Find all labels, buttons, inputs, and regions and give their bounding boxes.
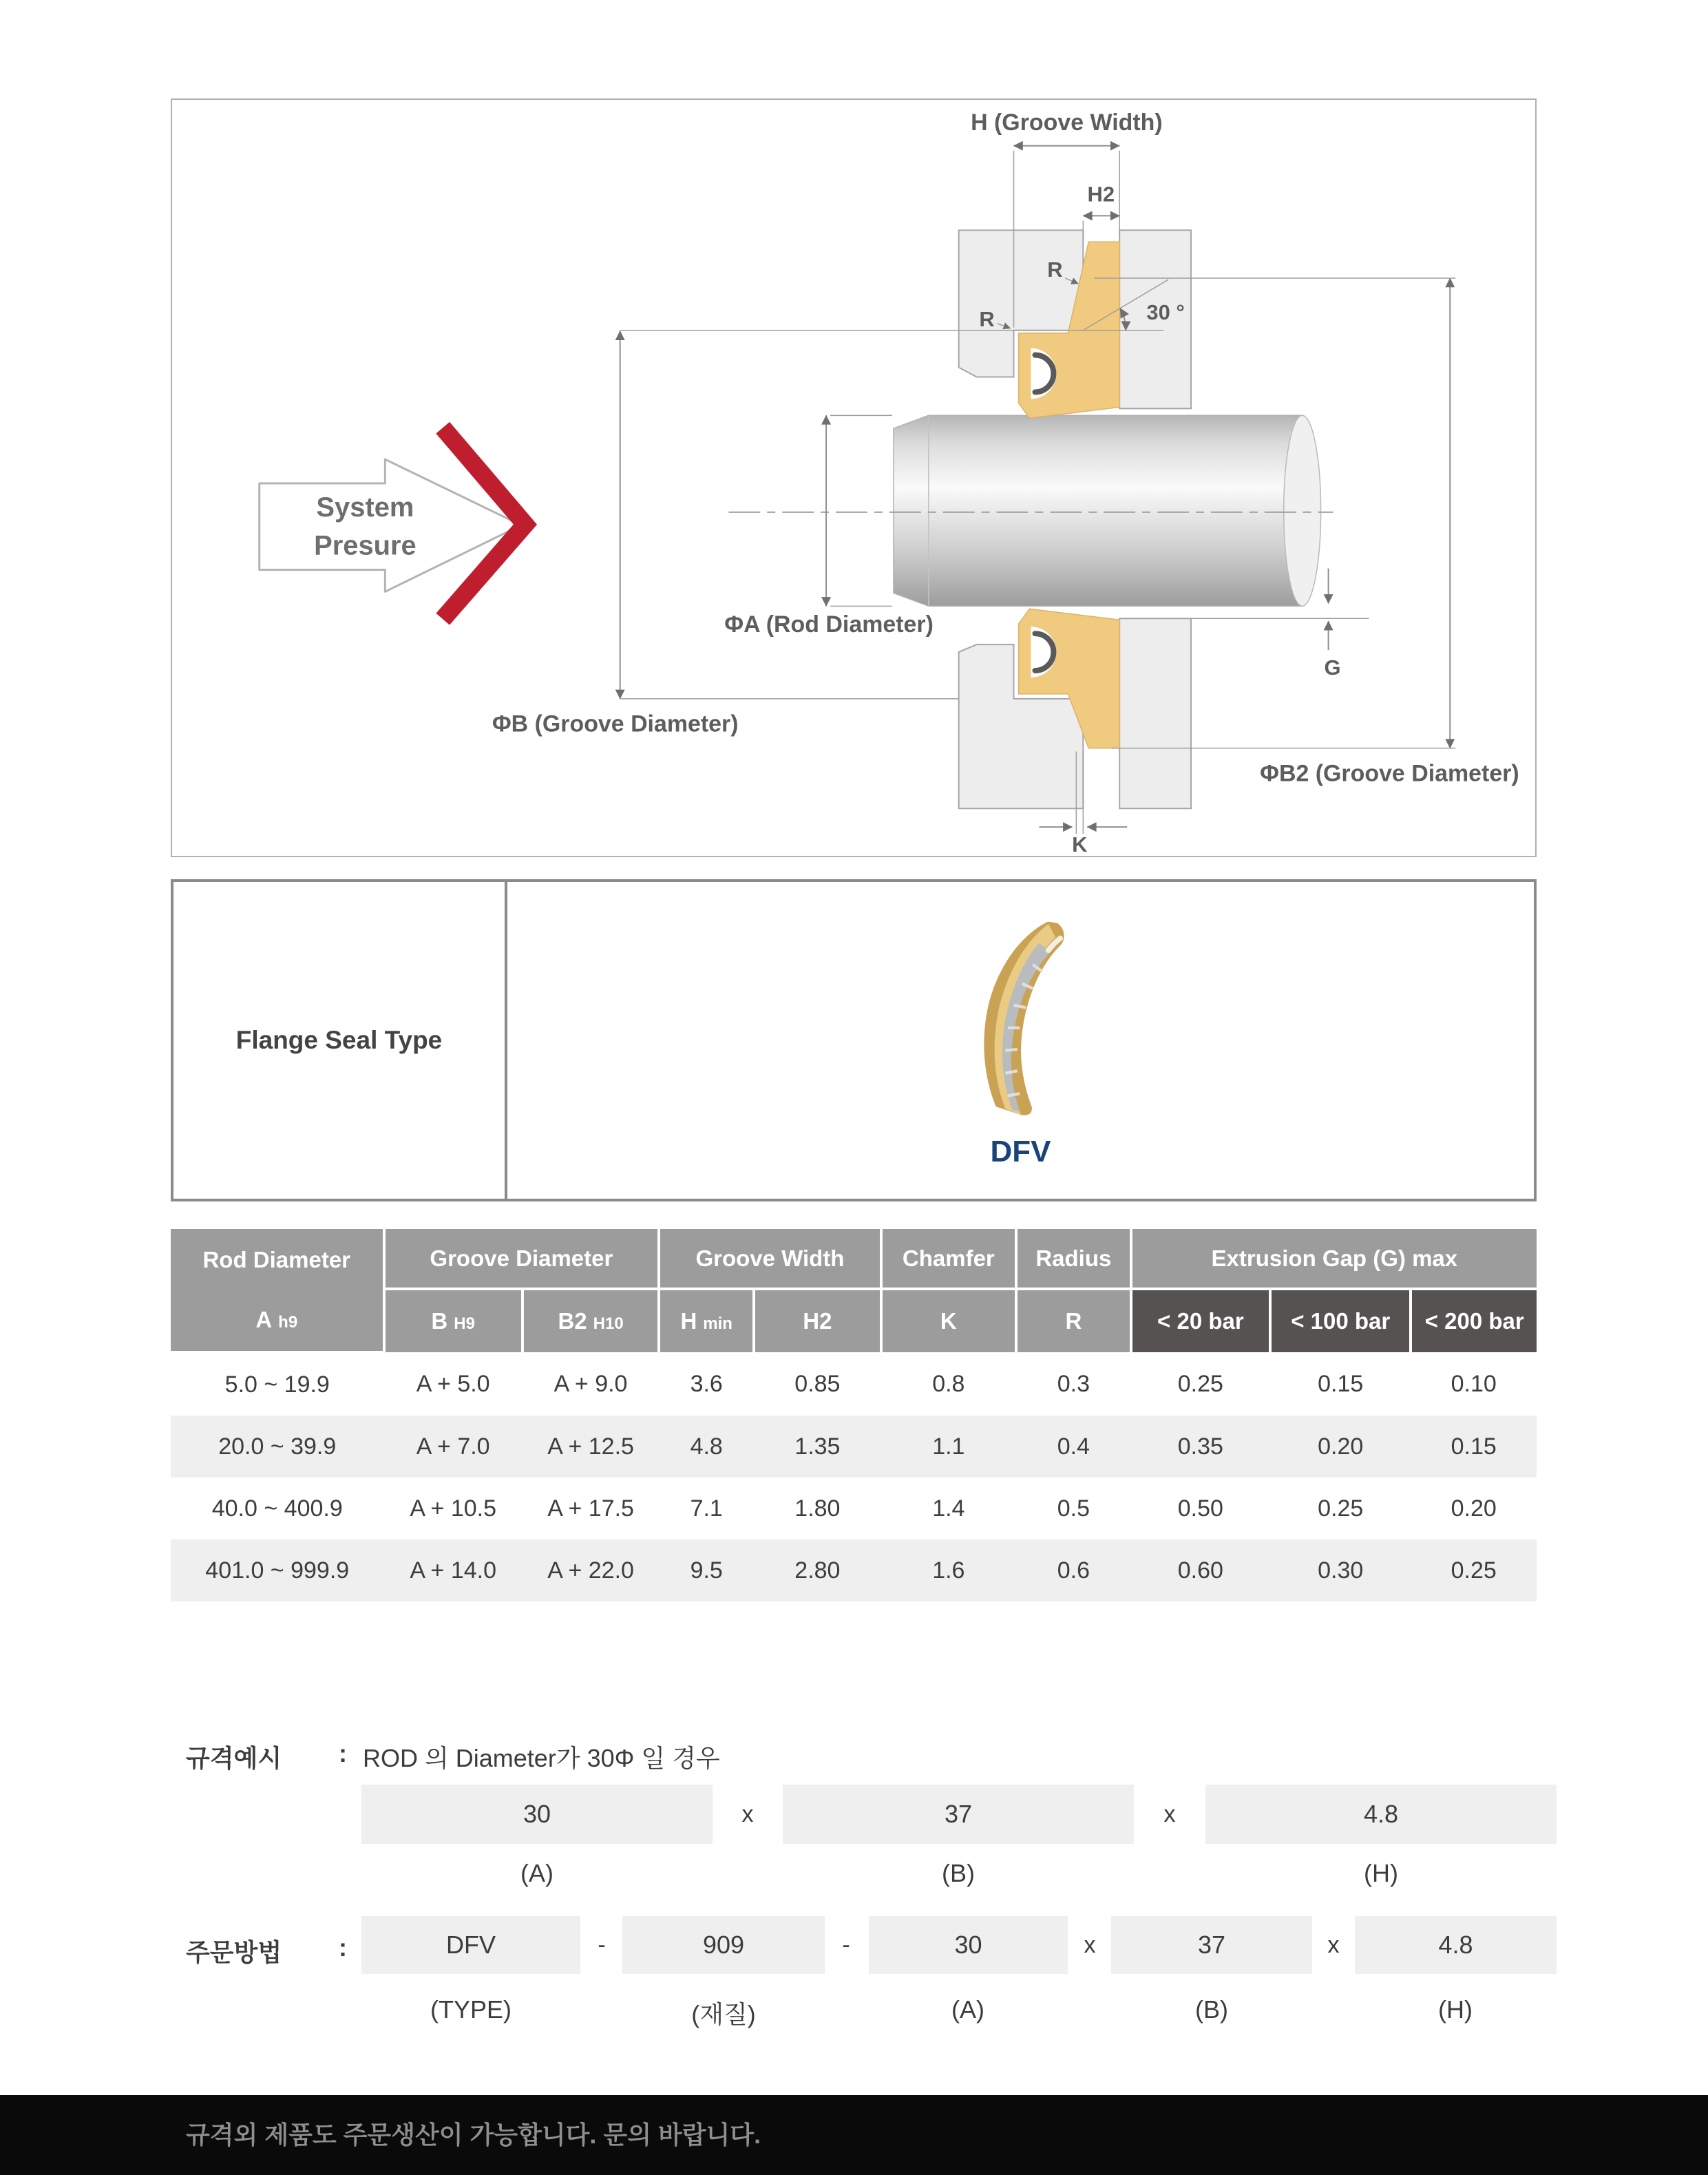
subheader-h2: H2 — [754, 1289, 881, 1352]
cell: 20.0 ~ 39.9 — [218, 1433, 337, 1460]
rod-cylinder — [728, 415, 1333, 606]
spec-box-b: 37 — [783, 1785, 1134, 1844]
subheader-20bar: < 20 bar — [1131, 1289, 1270, 1352]
dimension-spec-table — [171, 1229, 1537, 1601]
cell: 0.8 — [932, 1370, 965, 1397]
order-sublabel-b: (B) — [1195, 1995, 1228, 2024]
cell: 0.3 — [1057, 1370, 1090, 1397]
cell: 3.6 — [690, 1370, 723, 1397]
flange-seal-type-box — [171, 879, 1537, 1201]
subheader-b: B H9 — [384, 1289, 523, 1352]
spec-example-text: ROD 의 Diameter가 30Φ 일 경우 — [363, 1744, 720, 1772]
cell: 1.4 — [932, 1495, 965, 1522]
cell: 0.25 — [1451, 1557, 1497, 1584]
order-box-type: DFV — [361, 1916, 580, 1974]
subheader-r: R — [1016, 1289, 1131, 1352]
cell: 0.25 — [1318, 1495, 1364, 1522]
cell: A + 22.0 — [547, 1557, 634, 1584]
col-header-extrusion-gap: Extrusion Gap (G) max — [1131, 1229, 1537, 1289]
spec-box-h: 4.8 — [1205, 1785, 1557, 1844]
label-radius-lower: R — [979, 306, 995, 331]
cell: 0.15 — [1318, 1370, 1364, 1397]
order-sublabel-type: (TYPE) — [430, 1995, 512, 2024]
table-row — [171, 1478, 1537, 1540]
cell: 0.6 — [1057, 1557, 1090, 1584]
order-box-a: 30 — [869, 1916, 1068, 1974]
cell: 4.8 — [690, 1433, 723, 1460]
subheader-100bar: < 100 bar — [1270, 1289, 1411, 1352]
cell: 1.6 — [932, 1557, 965, 1584]
cell: 7.1 — [690, 1495, 723, 1522]
subheader-h-min: H min — [659, 1289, 754, 1352]
order-sublabel-a: (A) — [951, 1995, 984, 2024]
col-header-radius: Radius — [1016, 1229, 1131, 1289]
order-box-material: 909 — [622, 1916, 825, 1974]
flange-image-cell — [507, 882, 1534, 1199]
cell: A + 12.5 — [547, 1433, 634, 1460]
label-rod-diameter: ΦA (Rod Diameter) — [724, 611, 934, 638]
cell: A + 5.0 — [416, 1370, 490, 1397]
subheader-b2: B2 H10 — [523, 1289, 659, 1352]
technical-diagram-box — [171, 98, 1537, 857]
label-groove-diameter-b2: ΦB2 (Groove Diameter) — [1260, 760, 1519, 787]
seal-cross-section-diagram — [172, 100, 1535, 856]
dfv-seal-profile-image — [931, 912, 1110, 1125]
cell: 0.20 — [1451, 1495, 1497, 1522]
label-groove-diameter-b: ΦB (Groove Diameter) — [492, 711, 739, 737]
label-chamfer: K — [1072, 832, 1088, 856]
table-row — [171, 1416, 1537, 1478]
cell: 0.10 — [1451, 1370, 1497, 1397]
dfv-type-label: DFV — [990, 1135, 1051, 1168]
cell: A + 10.5 — [410, 1495, 497, 1522]
cell: 0.15 — [1451, 1433, 1497, 1460]
spec-box-a: 30 — [361, 1785, 713, 1844]
col-header-chamfer: Chamfer — [881, 1229, 1016, 1289]
order-separator: - — [598, 1931, 606, 1958]
cell: 0.4 — [1057, 1433, 1090, 1460]
col-header-groove-diameter: Groove Diameter — [384, 1229, 660, 1289]
cell: 401.0 ~ 999.9 — [205, 1557, 350, 1584]
footer-note: 규격외 제품도 주문생산이 가능합니다. 문의 바랍니다. — [186, 2121, 761, 2149]
cell: 0.35 — [1177, 1433, 1223, 1460]
col-header-groove-width: Groove Width — [659, 1229, 881, 1289]
cell: A + 17.5 — [547, 1495, 634, 1522]
system-pressure-label-2: Presure — [314, 530, 417, 561]
header-rod-diameter-label: Rod Diameter — [202, 1246, 351, 1272]
order-box-h: 4.8 — [1355, 1916, 1557, 1974]
label-h2: H2 — [1087, 182, 1115, 207]
table-row — [171, 1540, 1537, 1601]
spec-separator: x — [741, 1800, 754, 1827]
cell: 1.35 — [794, 1433, 841, 1460]
cell: 0.5 — [1057, 1495, 1090, 1522]
cell: 0.30 — [1318, 1557, 1364, 1584]
label-angle: 30 ° — [1146, 300, 1185, 324]
order-method-label: 주문방법 — [186, 1938, 282, 1966]
cell: 0.85 — [794, 1370, 841, 1397]
label-gap: G — [1324, 655, 1341, 680]
cell: A + 9.0 — [553, 1370, 628, 1397]
flange-title: Flange Seal Type — [235, 1026, 443, 1054]
cell: 2.80 — [794, 1557, 841, 1584]
cell: 0.20 — [1318, 1433, 1364, 1460]
order-method-colon: : — [339, 1933, 347, 1962]
rod-end-face — [1284, 415, 1321, 606]
order-separator: x — [1327, 1931, 1340, 1958]
table-row — [171, 1352, 1537, 1416]
system-pressure-label-1: System — [316, 492, 414, 523]
spec-sublabel-h: (H) — [1364, 1859, 1398, 1887]
system-pressure-arrow — [260, 428, 525, 619]
cell: 1.80 — [794, 1495, 841, 1522]
header-a-label: A h9 — [255, 1307, 298, 1333]
col-header-rod-diameter — [171, 1229, 384, 1352]
subheader-k: K — [881, 1289, 1016, 1352]
lower-groove-block-right — [1119, 618, 1191, 808]
order-separator: x — [1084, 1931, 1096, 1958]
cell: 5.0 ~ 19.9 — [224, 1371, 330, 1398]
dim-groove-diameter-b — [492, 331, 959, 737]
cell: 0.50 — [1177, 1495, 1223, 1522]
spec-sublabel-b: (B) — [942, 1859, 975, 1887]
label-radius-upper: R — [1047, 258, 1063, 282]
cell: A + 7.0 — [416, 1433, 490, 1460]
cell: 9.5 — [690, 1557, 723, 1584]
order-box-b: 37 — [1111, 1916, 1312, 1974]
subheader-200bar: < 200 bar — [1411, 1289, 1537, 1352]
cell: A + 14.0 — [410, 1557, 497, 1584]
cell: 40.0 ~ 400.9 — [211, 1495, 343, 1522]
cell: 0.25 — [1177, 1370, 1223, 1397]
footer-bar — [0, 2095, 1708, 2175]
order-sublabel-material: (재질) — [691, 2000, 756, 2028]
spec-sublabel-a: (A) — [520, 1859, 553, 1887]
order-sublabel-h: (H) — [1438, 1995, 1473, 2024]
spec-example-colon: : — [339, 1739, 347, 1767]
spec-separator: x — [1163, 1800, 1176, 1827]
label-groove-width: H (Groove Width) — [971, 109, 1163, 136]
order-separator: - — [842, 1931, 850, 1958]
cell: 1.1 — [932, 1433, 965, 1460]
flange-title-cell — [173, 882, 507, 1199]
cell: 0.60 — [1177, 1557, 1223, 1584]
dim-h2 — [1083, 182, 1119, 239]
spec-example-label: 규격예시 — [186, 1744, 282, 1772]
